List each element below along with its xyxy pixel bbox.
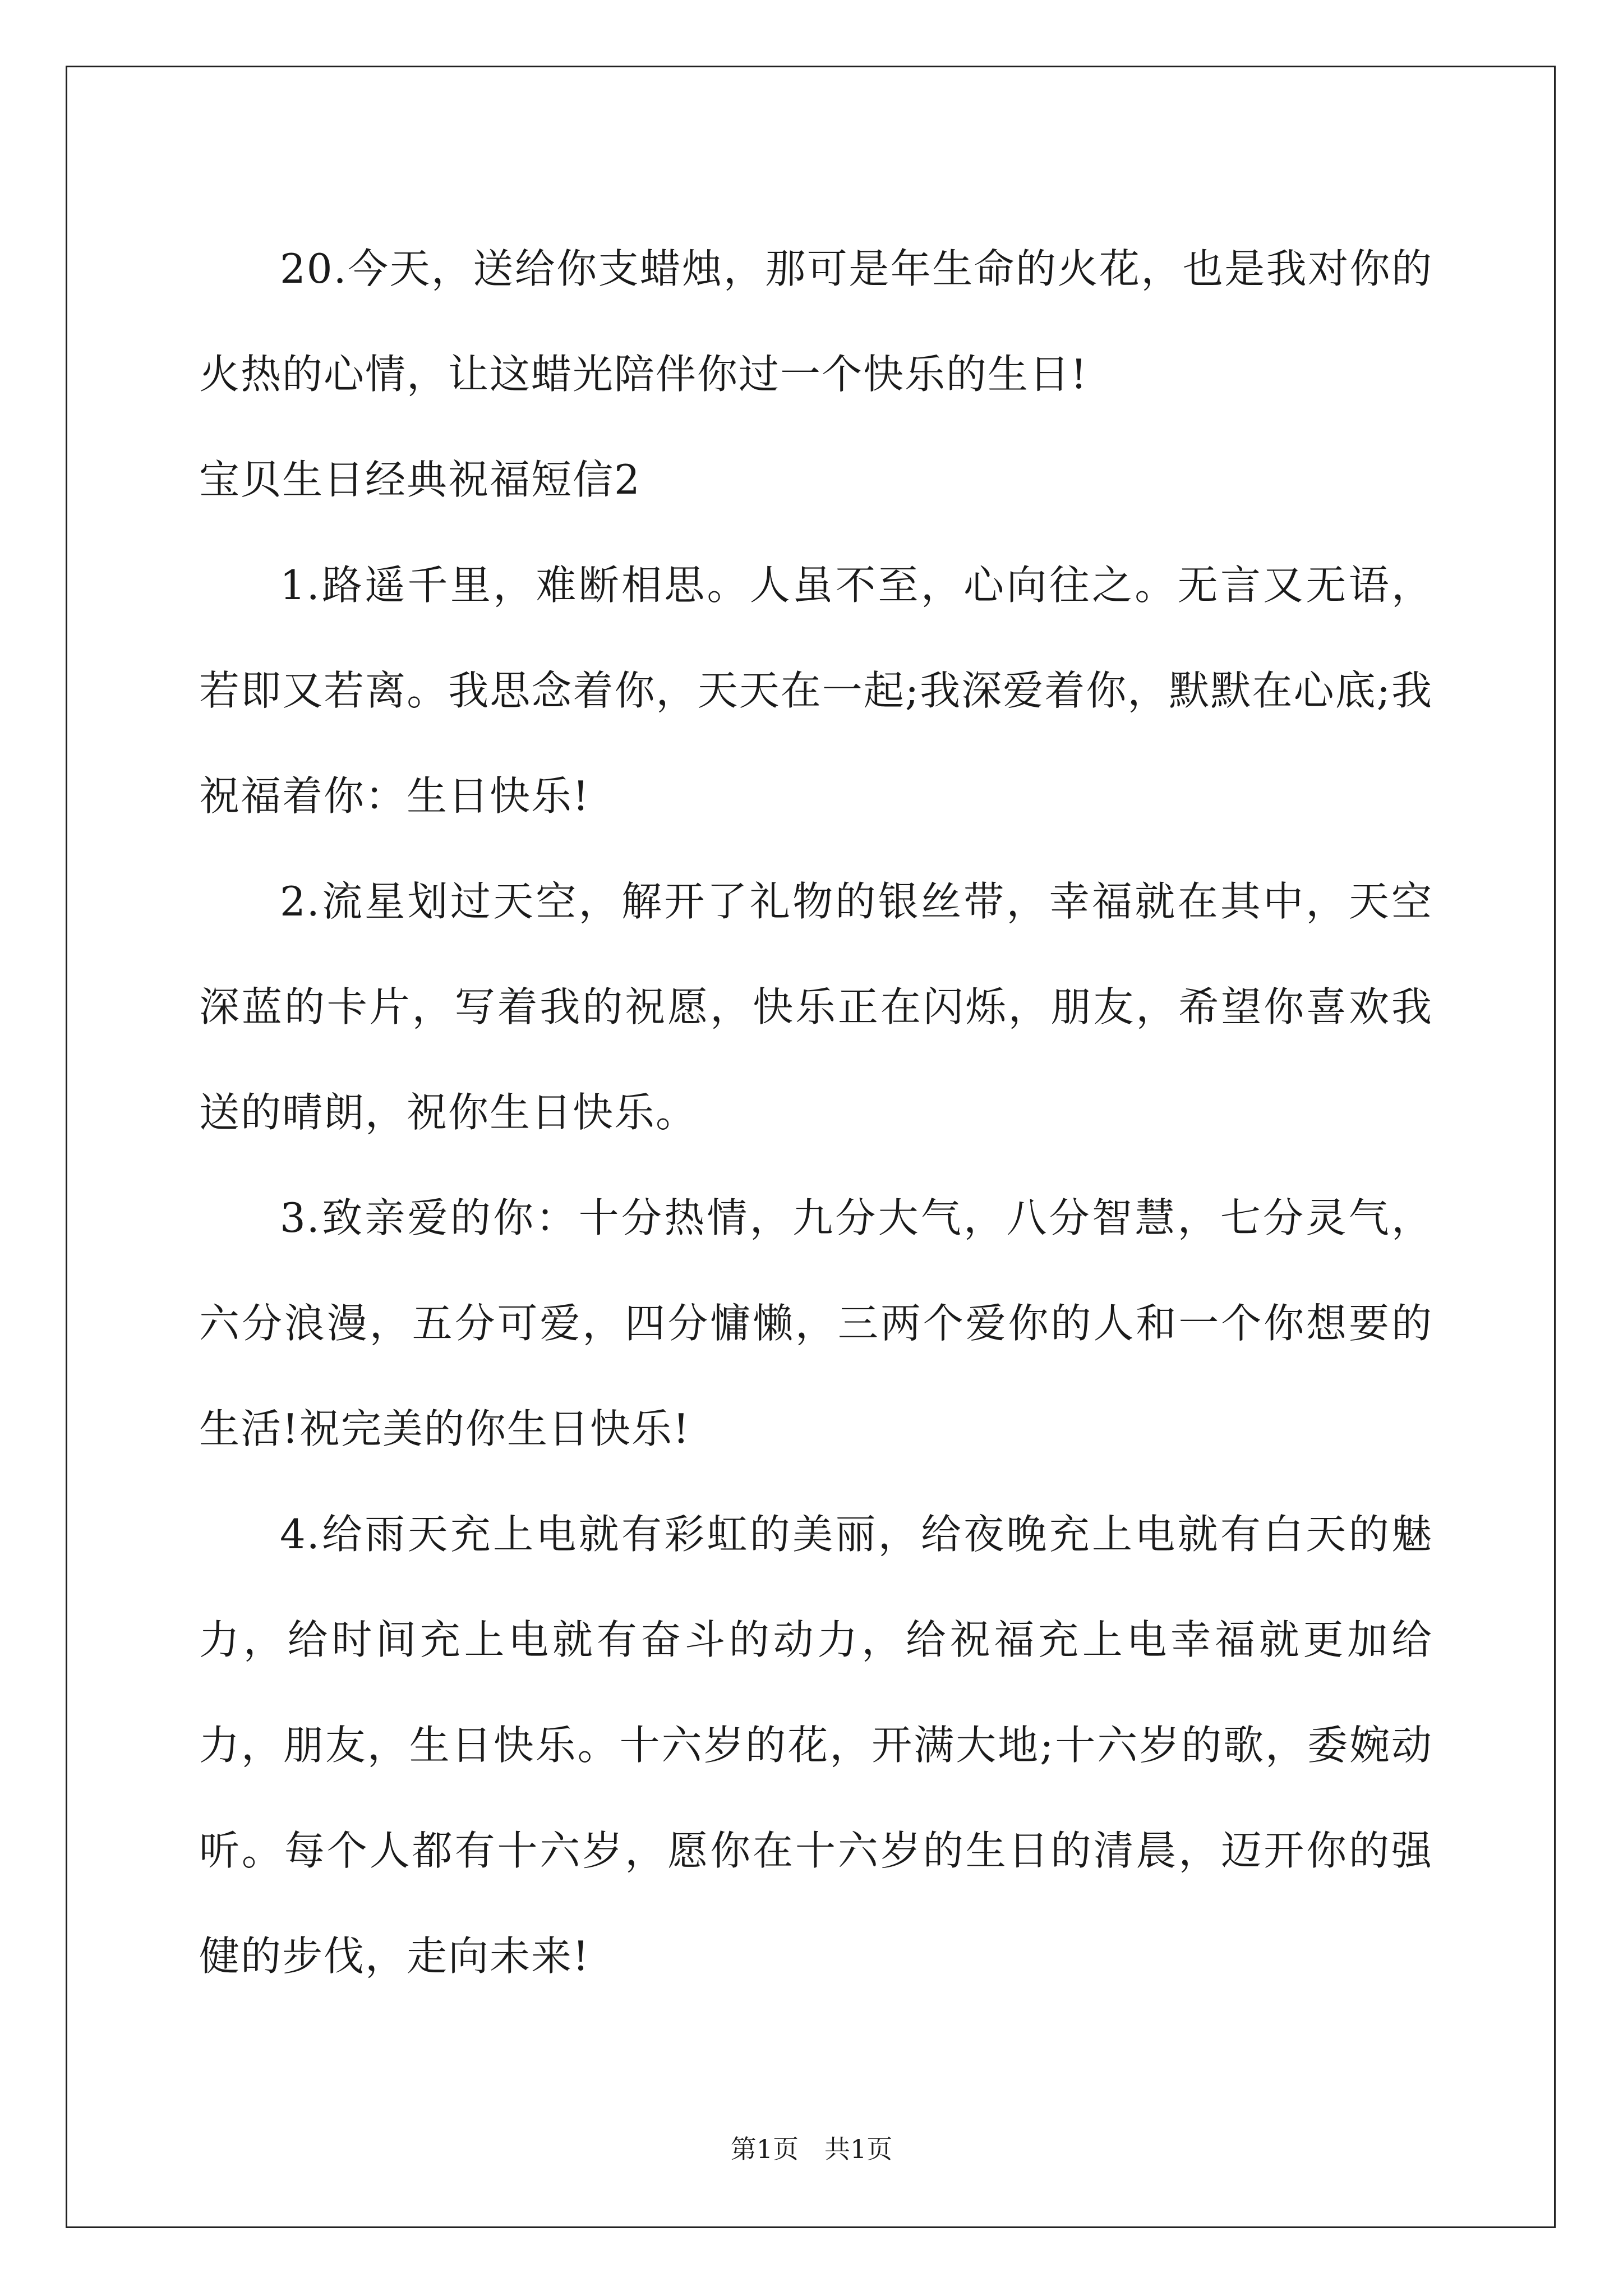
paragraph-item-2: 2.流星划过天空，解开了礼物的银丝带，幸福就在其中，天空深蓝的卡片，写着我的祝愿，快乐正在闪烁，朋友，希望你喜欢我送的晴朗，祝你生日快乐。 (199, 878, 1433, 1136)
paragraph-item-20: 20.今天，送给你支蜡烛，那可是年生命的火花，也是我对你的火热的心情，让这蜡光陪伴你过一个快乐的生日! (199, 245, 1433, 398)
paragraph-item-3: 3.致亲爱的你：十分热情，九分大气，八分智慧，七分灵气，六分浪漫，五分可爱，四分慵懒，三两个爱你的人和一个你想要的生活!祝完美的你生日快乐! (199, 1194, 1433, 1452)
page-footer: 第1页 共1页 (730, 2134, 893, 2164)
section-heading: 宝贝生日经典祝福短信2 (199, 456, 641, 503)
document-body (199, 216, 1433, 2009)
paragraph-item-1: 1.路遥千里，难断相思。人虽不至，心向往之。无言又无语，若即又若离。我思念着你，天天在一起;我深爱着你，默默在心底;我祝福着你：生日快乐! (199, 562, 1433, 820)
paragraph-item-4: 4.给雨天充上电就有彩虹的美丽，给夜晚充上电就有白天的魅力，给时间充上电就有奋斗的动力，给祝福充上电幸福就更加给力，朋友，生日快乐。十六岁的花，开满大地;十六岁的歌，委婉动听。每个人都有十六岁，愿你在十六岁的生日的清晨，迈开你的强健的步伐，走向未来! (199, 1511, 1433, 1980)
